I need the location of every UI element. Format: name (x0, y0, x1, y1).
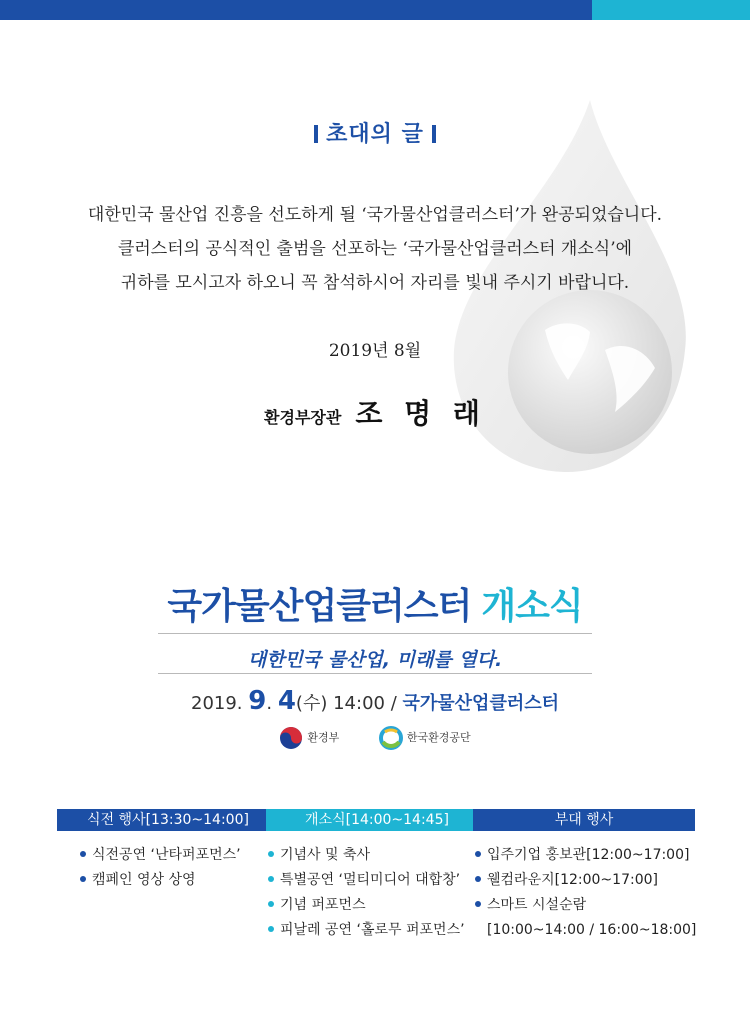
list-item-text: 스마트 시설순람 (487, 897, 587, 913)
invitation-body (0, 198, 750, 300)
event-title-accent: 개소식 (481, 586, 583, 627)
list-item (475, 868, 696, 893)
list-item-text: 입주기업 홍보관[12:00~17:00] (487, 847, 690, 863)
event-date-sep: . (266, 693, 273, 714)
invitation-line: 대한민국 물산업 진흥을 선도하게 될 ‘국가물산업클러스터’가 완공되었습니다. (87, 205, 663, 225)
event-year: 2019. (191, 693, 243, 714)
event-month: 9 (248, 686, 267, 716)
heading-bar-left (314, 125, 318, 143)
event-weekday: (수) (295, 693, 328, 714)
list-item (268, 918, 465, 943)
list-item (268, 843, 465, 868)
event-time: 14:00 / (333, 693, 397, 714)
invitation-line: 클러스터의 공식적인 출범을 선포하는 ‘국가물산업클러스터 개소식’에 (117, 239, 633, 259)
invitation-line: 귀하를 모시고자 하오니 꼭 참석하시어 자리를 빛내 주시기 바랍니다. (120, 273, 630, 293)
list-item (268, 893, 465, 918)
top-bar-navy-segment (0, 0, 592, 20)
invitation-date: 2019년 8월 (328, 341, 422, 361)
list-item-text: 피날레 공연 ‘홀로무 퍼포먼스’ (280, 922, 465, 938)
list-item (80, 843, 241, 868)
schedule-header-side-events: 부대 행사 (473, 809, 695, 831)
corporation-name: 한국환경공단 (406, 731, 471, 744)
bullet-dot (268, 851, 274, 857)
top-color-bar (0, 0, 750, 20)
ministry-logo (279, 726, 339, 750)
list-item (268, 868, 465, 893)
schedule-list-side-events (475, 843, 696, 943)
corporation-logo (379, 726, 471, 750)
divider-top (158, 633, 592, 634)
bullet-dot (80, 876, 86, 882)
event-day: 4 (277, 686, 296, 716)
bullet-dot (268, 926, 274, 932)
list-item-text: 기념사 및 축사 (280, 847, 371, 863)
event-title (0, 578, 750, 629)
bullet-dot (475, 901, 481, 907)
organizer-logos (0, 726, 750, 750)
bullet-dot (268, 901, 274, 907)
top-bar-cyan-segment (592, 0, 750, 20)
schedule-list-ceremony (268, 843, 465, 943)
bullet-dot (80, 851, 86, 857)
list-item-text: 기념 퍼포먼스 (280, 897, 366, 913)
list-item-text: 웰컴라운지[12:00~17:00] (487, 872, 658, 888)
heading-bar-right (432, 125, 436, 143)
list-item-text: 식전공연 ‘난타퍼포먼스’ (92, 847, 241, 863)
list-item-text: 캠페인 영상 상영 (92, 872, 196, 888)
signature (0, 392, 750, 432)
event-slogan: 대한민국 물산업, 미래를 열다. (247, 649, 503, 671)
list-item (475, 893, 696, 918)
event-place: 국가물산업클러스터 (402, 693, 559, 714)
list-item (475, 843, 696, 868)
taegeuk-icon (279, 726, 303, 750)
event-title-main: 국가물산업클러스터 (167, 586, 472, 627)
bullet-dot (475, 876, 481, 882)
bullet-dot (475, 851, 481, 857)
list-item-continuation: [10:00~14:00 / 16:00~18:00] (487, 922, 697, 938)
divider-bottom (158, 673, 592, 674)
invitation-title: 초대의 글 (326, 122, 424, 147)
keco-ring-icon (379, 726, 403, 750)
schedule-header-ceremony: 개소식[14:00~14:45] (266, 809, 488, 831)
invitation-heading (0, 117, 750, 148)
list-item-text: 특별공연 ‘멀티미디어 대합창’ (280, 872, 461, 888)
ministry-name: 환경부 (307, 731, 340, 744)
bullet-dot (268, 876, 274, 882)
signature-role: 환경부장관 (264, 408, 342, 427)
signature-name: 조 명 래 (355, 397, 486, 430)
list-item (80, 868, 241, 893)
schedule-list-pre-event (80, 843, 241, 893)
schedule-header-pre-event: 식전 행사[13:30~14:00] (57, 809, 279, 831)
event-date-place (0, 686, 750, 716)
